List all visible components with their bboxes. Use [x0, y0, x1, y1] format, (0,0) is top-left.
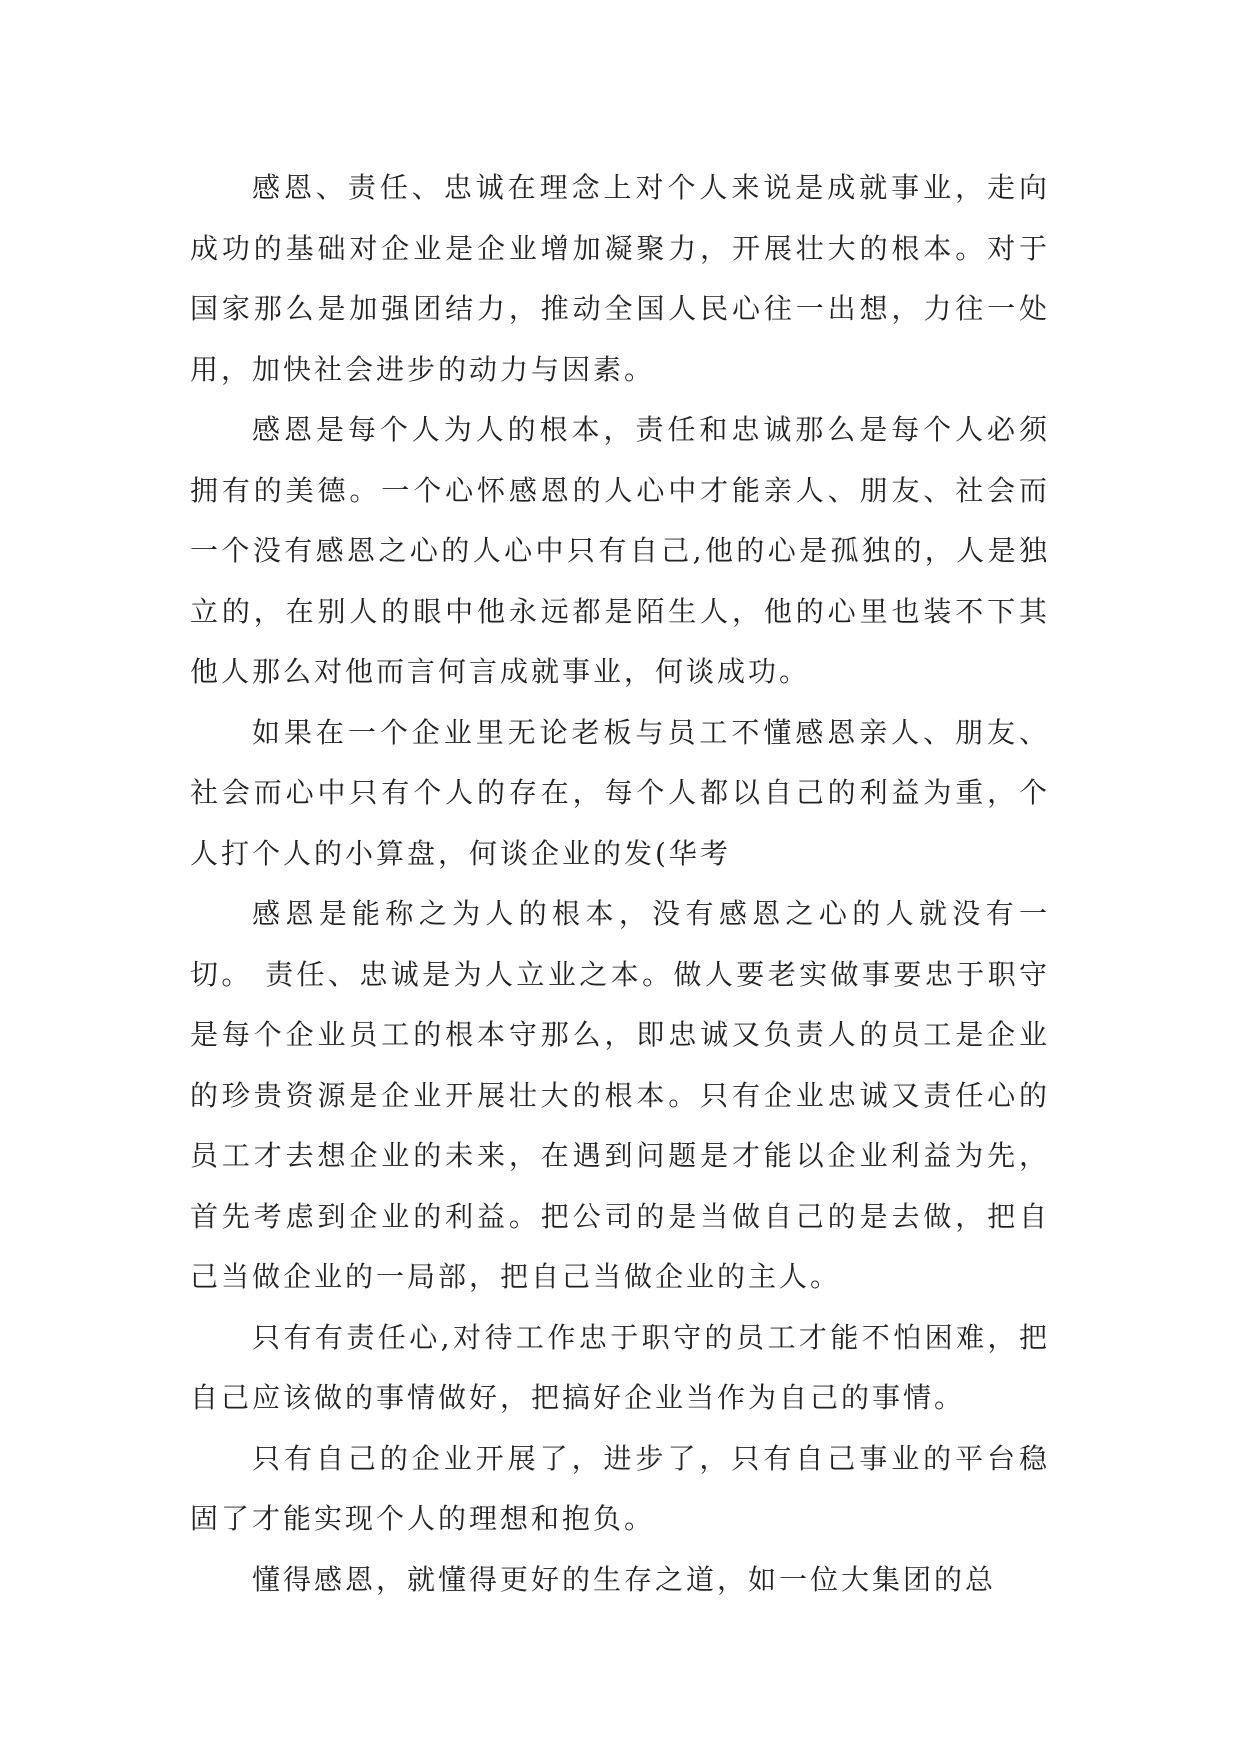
paragraph-7: 懂得感恩，就懂得更好的生存之道，如一位大集团的总	[252, 1562, 997, 1596]
paragraph-2: 感恩是每个人为人的根本，责任和忠诚那么是每个人必须拥有的美德。一个心怀感恩的人心中才能亲人、朋友、社会而一个没有感恩之心的人心中只有自己,他的心是孤独的，人是独立的，在别人的眼中他永远都是陌生人，他的心里也装不下其他人那么对他而言何言成就事业，何谈成功。	[190, 413, 1050, 688]
body-text	[190, 158, 1050, 1610]
paragraph-5: 只有有责任心,对待工作忠于职守的员工才能不怕困难，把自己应该做的事情做好，把搞好企业当作为自己的事情。	[190, 1320, 1050, 1414]
paragraph-6: 只有自己的企业开展了，进步了，只有自己事业的平台稳固了才能实现个人的理想和抱负。	[190, 1441, 1050, 1535]
paragraph-4: 感恩是能称之为人的根本，没有感恩之心的人就没有一切。 责任、忠诚是为人立业之本。做人要老实做事要忠于职守是每个企业员工的根本守那么，即忠诚又负责人的员工是企业的珍贵资源是企业开展壮大的根本。只有企业忠诚又责任心的员工才去想企业的未来，在遇到问题是才能以企业利益为先，首先考虑到企业的利益。把公司的是当做自己的是去做，把自己当做企业的一局部，把自己当做企业的主人。	[190, 897, 1050, 1293]
paragraph-1: 感恩、责任、忠诚在理念上对个人来说是成就事业，走向成功的基础对企业是企业增加凝聚力，开展壮大的根本。对于国家那么是加强团结力，推动全国人民心往一出想，力往一处用，加快社会进步的动力与因素。	[190, 171, 1050, 386]
paragraph-3: 如果在一个企业里无论老板与员工不懂感恩亲人、朋友、社会而心中只有个人的存在，每个人都以自己的利益为重，个人打个人的小算盘，何谈企业的发(华考	[190, 715, 1050, 870]
